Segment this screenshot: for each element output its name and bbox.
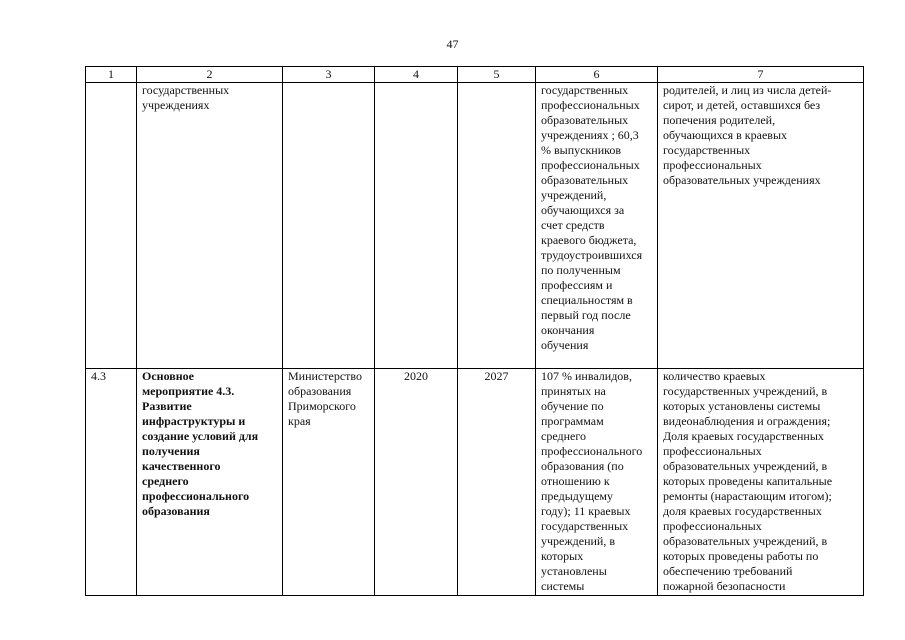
column-header: 5 — [458, 67, 536, 83]
column-header: 6 — [536, 67, 658, 83]
column-header: 2 — [137, 67, 283, 83]
measure-name-cell: государственных учреждениях — [137, 83, 283, 369]
end-year-cell — [458, 83, 536, 369]
start-year-cell — [375, 83, 458, 369]
table-row — [86, 83, 864, 369]
column-header: 7 — [658, 67, 864, 83]
column-header: 4 — [375, 67, 458, 83]
table-header-row — [86, 67, 864, 83]
item-number-cell: 4.3 — [86, 369, 137, 596]
expected-result-cell: 107 % инвалидов, принятых на обучение по программам среднего профессионального образования (по отношению к предыдущему году); 11 краевых государственных учреждений, в которых установлены системы — [536, 369, 658, 596]
column-header: 3 — [283, 67, 375, 83]
indicator-cell: количество краевых государственных учреждений, в которых установлены системы видеонаблюдения и ограждения; Доля краевых государственных профессиональных образовательных учреждений, в которых проведены капитальные ремонты (нарастающим итогом); доля краевых государственных профессиональных образовательных учреждений, в которых проведены работы по обеспечению требований пожарной безопасности — [658, 369, 864, 596]
end-year-cell: 2027 — [458, 369, 536, 596]
start-year-cell: 2020 — [375, 369, 458, 596]
responsible-executor-cell: Министерство образования Приморского края — [283, 369, 375, 596]
measures-table — [85, 66, 864, 596]
column-header: 1 — [86, 67, 137, 83]
responsible-executor-cell — [283, 83, 375, 369]
indicator-cell: родителей, и лиц из числа детей- сирот, и детей, оставшихся без попечения родителей, обучающихся в краевых государственных профессиональных образовательных учреждениях — [658, 83, 864, 369]
page-number: 47 — [446, 37, 459, 51]
table-row — [86, 369, 864, 596]
expected-result-cell: государственных профессиональных образовательных учреждениях ; 60,3 % выпускников профессиональных образовательных учреждений, обучающихся за счет средств краевого бюджета, трудоустроившихся по полученным профессиям и специальностям в первый год после окончания обучения — [536, 83, 658, 369]
measure-name-cell: Основное мероприятие 4.3. Развитие инфраструктуры и создание условий для получения качественного среднего профессионального образования — [137, 369, 283, 596]
item-number-cell — [86, 83, 137, 369]
